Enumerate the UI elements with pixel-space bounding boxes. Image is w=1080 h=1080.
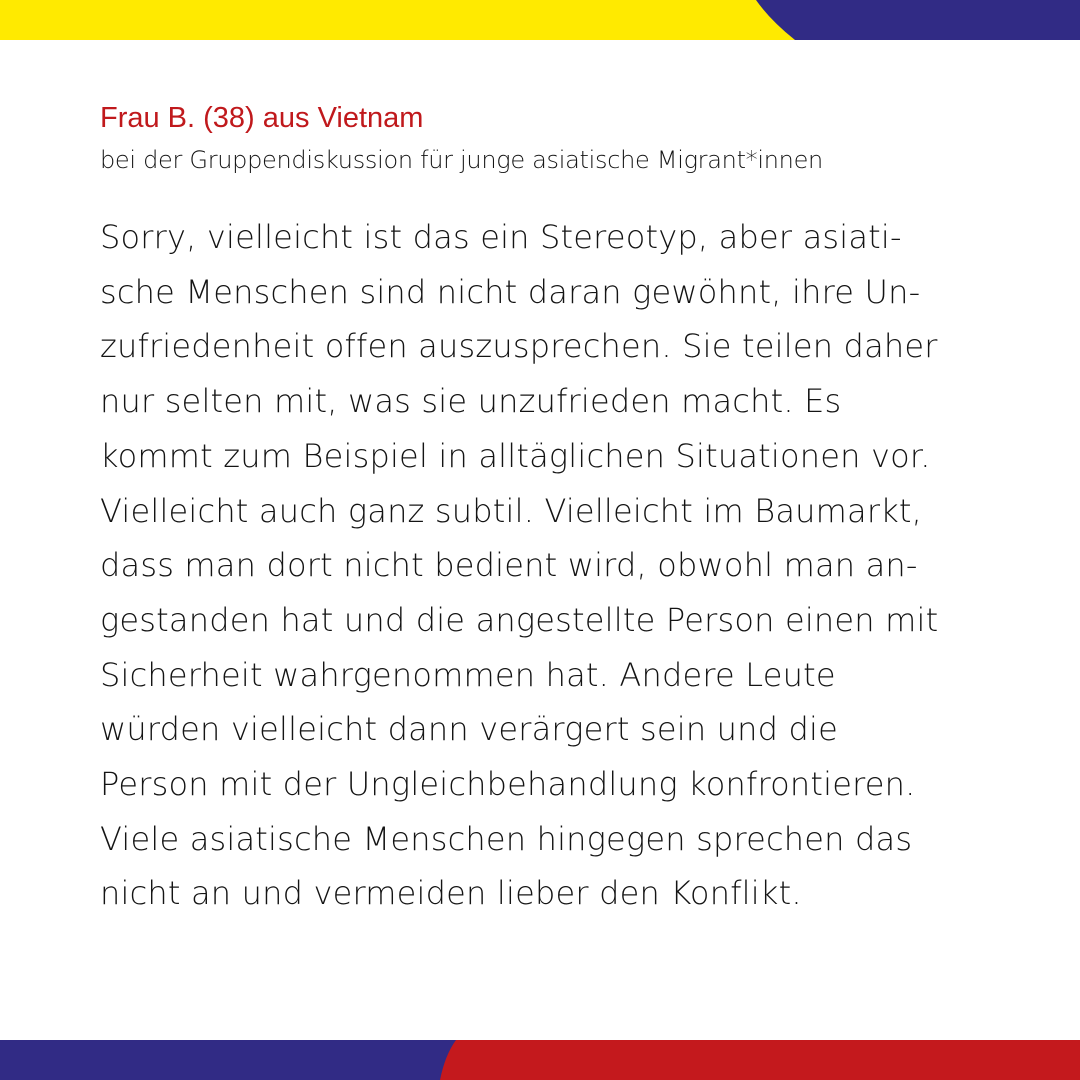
quote-line-3: zufriedenheit offen auszusprechen. Sie teilen daher [100,327,938,366]
quote-text [100,210,1000,921]
quote-line-9: Sicherheit wahrgenommen hat. Andere Leute [100,655,836,694]
bottom-band-red [440,1040,1080,1080]
speaker-context: bei der Gruppendiskussion für junge asiatische Migrant*innen [100,146,823,174]
top-color-band [0,0,1080,40]
bottom-color-band [0,1040,1080,1080]
quote-line-10: würden vielleicht dann verärgert sein und die [100,710,839,749]
quote-line-11: Person mit der Ungleichbehandlung konfrontieren. [100,765,916,804]
quote-line-1: Sorry, vielleicht ist das ein Stereotyp, aber asiati- [100,218,902,256]
quote-line-4: nur selten mit, was sie unzufrieden macht. Es [100,382,842,421]
quote-line-12: Viele asiatische Menschen hingegen sprechen das [100,819,913,858]
top-band-navy [756,0,1080,40]
speaker-name: Frau B. (38) aus Vietnam [100,102,424,134]
quote-line-8: gestanden hat und die angestellte Person einen mit [100,600,939,639]
bottom-band-graphic [0,1040,1080,1080]
top-band-graphic [0,0,1080,40]
quote-line-2: sche Menschen sind nicht daran gewöhnt, ihre Un- [100,272,921,311]
quote-line-6: Vielleicht auch ganz subtil. Vielleicht im Baumarkt, [100,491,923,530]
quote-line-5: kommt zum Beispiel in alltäglichen Situationen vor. [100,436,931,475]
quote-line-13: nicht an und vermeiden lieber den Konflikt. [100,874,802,913]
quote-line-7: dass man dort nicht bedient wird, obwohl man an- [100,546,918,585]
